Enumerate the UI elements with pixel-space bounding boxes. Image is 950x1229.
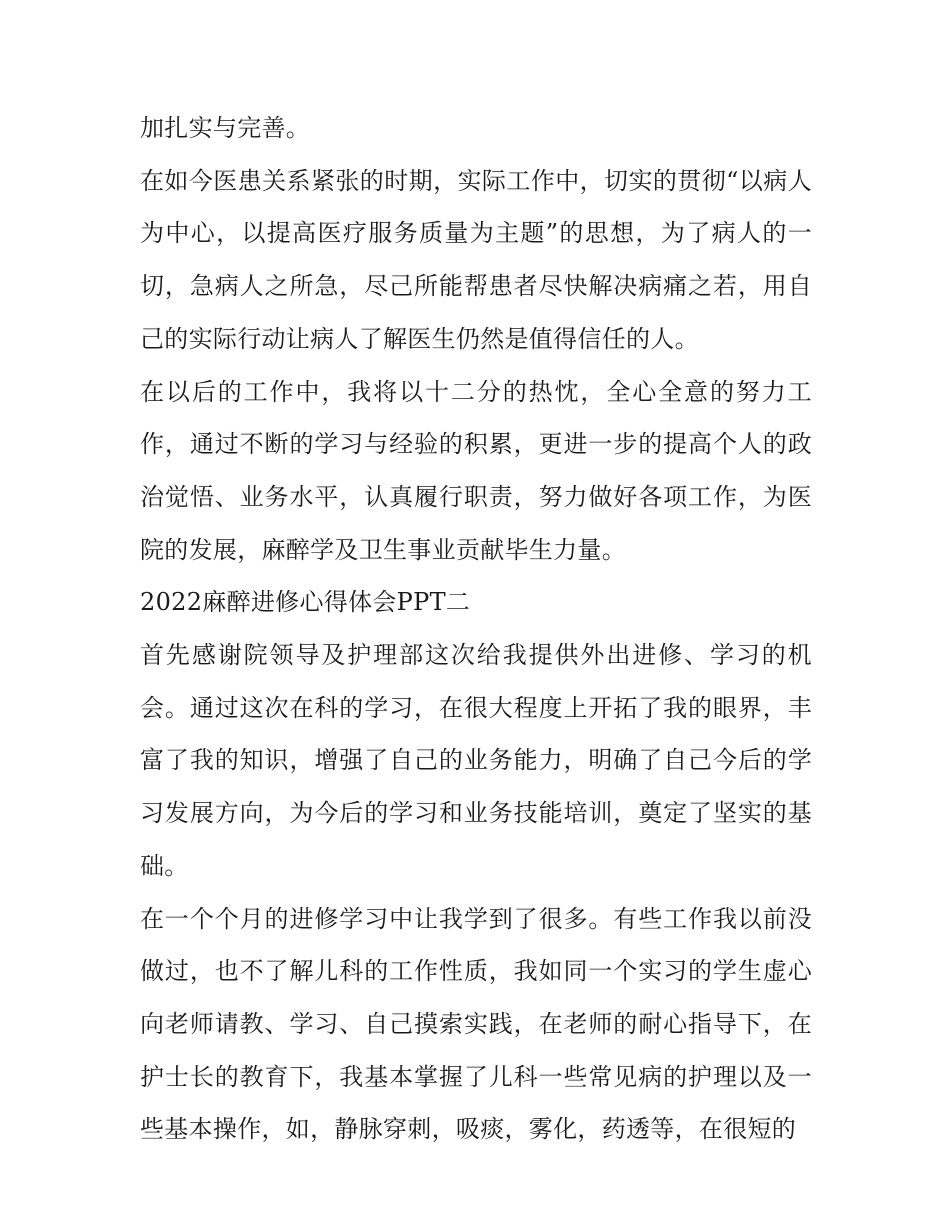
section-heading: 2022麻醉进修心得体会PPT二 (140, 588, 471, 617)
paragraph-continuation: 加扎实与完善。 (140, 114, 311, 142)
paragraph-thanks: 首先感谢院领导及护理部这次给我提供外出进修、学习的机会。通过这次在科的学习，在很大程度上开拓了我的眼界，丰富了我的知识，增强了自己的业务能力，明确了自己今后的学习发展方向，为今后的学习和业务技能培训，奠定了坚实的基础。 (140, 641, 812, 880)
paragraph-study-experience: 在一个个月的进修学习中让我学到了很多。有些工作我以前没做过，也不了解儿科的工作性质，我如同一个实习的学生虚心向老师请教、学习、自己摸索实践，在老师的耐心指导下，在护士长的教育下，我基本掌握了儿科一些常见病的护理以及一些基本操作，如，静脉穿刺，吸痰，雾化，药透等，在很短的 (140, 904, 812, 1144)
paragraph-doctor-patient: 在如今医患关系紧张的时期，实际工作中，切实的贯彻“以病人为中心，以提高医疗服务质量为主题”的思想，为了病人的一切，急病人之所急，尽己所能帮患者尽快解决病痛之若，用自己的实际行动让病人了解医生仍然是值得信任的人。 (140, 166, 812, 353)
document-page (140, 102, 812, 1156)
paragraph-future-work: 在以后的工作中，我将以十二分的热忱，全心全意的努力工作，通过不断的学习与经验的积累，更进一步的提高个人的政治觉悟、业务水平，认真履行职责，努力做好各项工作，为医院的发展，麻醉学及卫生事业贡献毕生力量。 (140, 377, 812, 564)
